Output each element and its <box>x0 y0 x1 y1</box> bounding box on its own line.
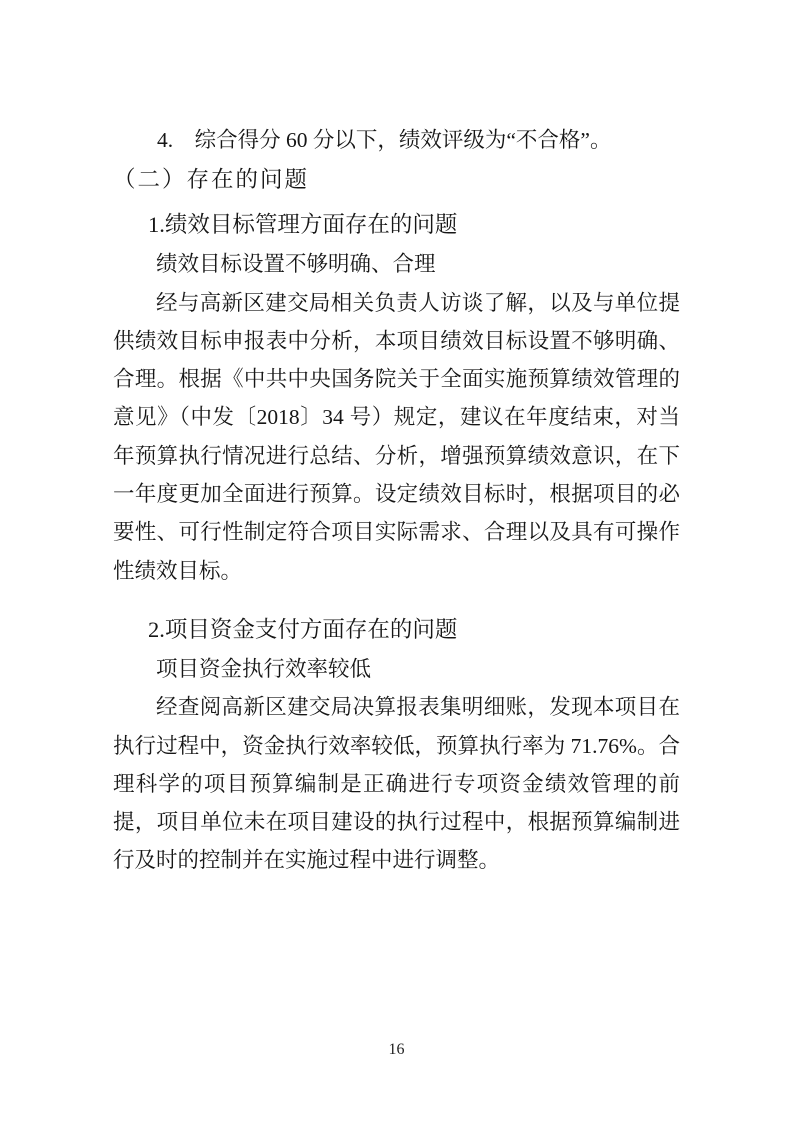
page-content <box>113 0 680 880</box>
section-heading: （二）存在的问题 <box>113 167 310 193</box>
page-number: 16 <box>388 1041 405 1058</box>
subsection-1-body: 经与高新区建交局相关负责人访谈了解，以及与单位提供绩效目标申报表中分析，本项目绩效目标设置不够明确、合理。根据《中共中央国务院关于全面实施预算绩效管理的意见》（中发〔2018〕34 号）规定，建议在年度结束，对当年预算执行情况进行总结、分析，增强预算绩效意识，在下一年度更加全面进行预算。设定绩效目标时，根据项目的必要性、可行性制定符合项目实际需求、合理以及具有可操作性绩效目标。 <box>113 290 680 583</box>
subsection-2-heading: 2.项目资金支付方面存在的问题 <box>148 616 458 642</box>
subsection-2-body: 经查阅高新区建交局决算报表集明细账，发现本项目在执行过程中，资金执行效率较低，预算执行率为 71.76%。合理科学的项目预算编制是正确进行专项资金绩效管理的前提，项目单位未在项目建设的执行过程中，根据预算编制进行及时的控制并在实施过程中进行调整。 <box>113 695 680 873</box>
list-item-4: 4. 综合得分 60 分以下，绩效评级为“不合格”。 <box>157 128 612 152</box>
subsection-2-lead: 项目资金执行效率较低 <box>156 656 372 681</box>
subsection-1-heading: 1.绩效目标管理方面存在的问题 <box>148 212 458 238</box>
subsection-1-lead: 绩效目标设置不够明确、合理 <box>156 252 436 277</box>
